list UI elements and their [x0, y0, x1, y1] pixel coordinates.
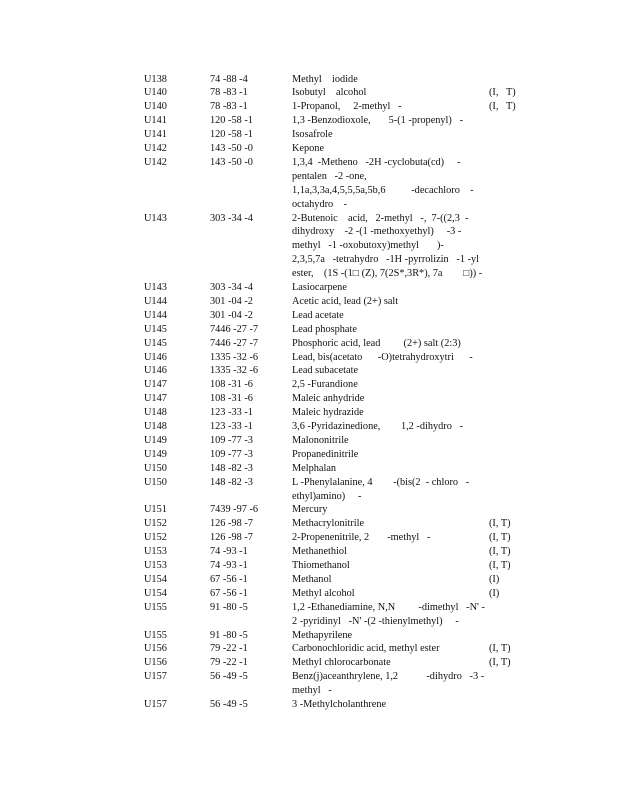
hazard-code: (I, T) [489, 532, 511, 544]
hazard-code: (I, T) [489, 518, 511, 530]
substance-name-line: 1-Propanol, 2-methyl - [292, 101, 402, 113]
waste-code: U148 [144, 421, 167, 432]
waste-code: U140 [144, 87, 167, 99]
substance-name-line: ester, (1S -(1□ (Z), 7(2S*,3R*), 7a □)) - [292, 268, 483, 280]
waste-code: U157 [144, 699, 167, 710]
waste-code: U156 [144, 657, 167, 669]
substance-name-line: 3,6 -Pyridazinedione, 1,2 -dihydro - [292, 421, 464, 432]
waste-code: U138 [144, 73, 167, 85]
substance-name [292, 364, 358, 378]
substance-name-line: Carbonochloridic acid, methyl ester [292, 643, 440, 655]
cas-number: 74 -88 -4 [210, 73, 248, 85]
hazard-code: (I) [489, 573, 500, 585]
substance-name-line: 1,3,4 -Metheno -2H -cyclobuta(cd) - [292, 156, 461, 168]
cas-number: 108 -31 -6 [210, 379, 253, 391]
substance-name [292, 656, 391, 670]
waste-code: U155 [144, 629, 167, 641]
substance-name [292, 476, 469, 504]
waste-code: U152 [144, 532, 167, 544]
substance-name-line: Methanethiol [292, 546, 347, 558]
cas-number: 143 -50 -0 [210, 156, 253, 168]
substance-name-line: Mercury [292, 504, 328, 516]
substance-name-line: Methyl alcohol [292, 587, 355, 599]
substance-name-line: octahydro - [292, 198, 347, 210]
substance-name-line: Lead subacetate [292, 365, 359, 377]
substance-name-line: Benz(j)aceanthrylene, 1,2 -dihydro -3 - [292, 671, 485, 683]
cas-number: 109 -77 -3 [210, 434, 253, 446]
hazard-code: (I, T) [489, 101, 516, 113]
waste-code: U148 [144, 407, 167, 419]
cas-number: 7439 -97 -6 [210, 504, 259, 516]
cas-number: 78 -83 -1 [210, 87, 248, 99]
substance-name-line: 2,5 -Furandione [292, 379, 358, 391]
waste-code: U142 [144, 143, 167, 154]
waste-code: U140 [144, 101, 167, 113]
substance-name [292, 295, 398, 309]
waste-code: U153 [144, 560, 167, 571]
substance-name [292, 670, 484, 698]
hazard-code: (I) [489, 587, 500, 599]
cas-number: 79 -22 -1 [210, 643, 248, 655]
substance-name [292, 100, 402, 114]
substance-name-line: Lead acetate [292, 309, 344, 321]
substance-name-line: pentalen -2 -one, [292, 170, 367, 182]
substance-name-line: dihydroxy -2 -(1 -methoxyethyl) -3 - [292, 226, 462, 238]
hazard-code: (I, T) [489, 560, 511, 571]
cas-number: 148 -82 -3 [210, 462, 253, 474]
waste-code: U147 [144, 393, 167, 405]
substance-name-line: Thiomethanol [292, 560, 350, 571]
waste-code: U157 [144, 671, 167, 683]
substance-name [292, 601, 485, 629]
cas-number: 303 -34 -4 [210, 212, 253, 224]
cas-number: 123 -33 -1 [210, 407, 253, 419]
cas-number: 109 -77 -3 [210, 448, 253, 460]
waste-code: U145 [144, 323, 167, 335]
cas-number: 78 -83 -1 [210, 101, 248, 113]
substance-name-line: 2 -pyridinyl -N' -(2 -thienylmethyl) - [292, 615, 459, 627]
hazard-code: (I, T) [489, 87, 516, 99]
substance-name [292, 128, 333, 142]
substance-name [292, 378, 358, 392]
waste-code: U146 [144, 351, 167, 363]
substance-name-line: 1,3 -Benzodioxole, 5-(1 -propenyl) - [292, 115, 463, 127]
cas-number: 303 -34 -4 [210, 282, 253, 293]
waste-code: U151 [144, 504, 167, 516]
waste-code: U154 [144, 573, 167, 585]
substance-name-line: 3 -Methylcholanthrene [292, 699, 387, 710]
substance-name [292, 531, 430, 545]
cas-number: 123 -33 -1 [210, 421, 253, 432]
substance-name-line: Methyl chlorocarbonate [292, 657, 391, 669]
hazard-code: (I, T) [489, 546, 511, 558]
cas-number: 7446 -27 -7 [210, 337, 259, 349]
substance-name-line: Methyl iodide [292, 73, 358, 85]
cas-number: 91 -80 -5 [210, 601, 248, 613]
substance-name [292, 323, 357, 337]
substance-name-line: 2,3,5,7a -tetrahydro -1H -pyrrolizin -1 -yl [292, 254, 480, 266]
substance-name-line: Maleic anhydride [292, 393, 365, 405]
waste-code: U142 [144, 156, 167, 168]
substance-name [292, 642, 440, 656]
waste-code: U149 [144, 434, 167, 446]
cas-number: 120 -58 -1 [210, 129, 253, 141]
substance-name [292, 629, 352, 643]
cas-number: 91 -80 -5 [210, 629, 248, 641]
cas-number: 1335 -32 -6 [210, 351, 259, 363]
waste-code: U156 [144, 643, 167, 655]
cas-number: 56 -49 -5 [210, 671, 248, 683]
waste-code: U152 [144, 518, 167, 530]
substance-name-line: Maleic hydrazide [292, 407, 364, 419]
cas-number: 67 -56 -1 [210, 573, 248, 585]
substance-name-line: Isobutyl alcohol [292, 87, 367, 99]
substance-name [292, 448, 358, 462]
cas-number: 143 -50 -0 [210, 143, 253, 154]
substance-name-line: methyl - [292, 685, 332, 697]
cas-number: 7446 -27 -7 [210, 323, 259, 335]
substance-name [292, 86, 366, 100]
waste-code: U154 [144, 587, 167, 599]
substance-name [292, 392, 364, 406]
waste-code: U155 [144, 601, 167, 613]
substance-name [292, 309, 344, 323]
substance-name-line: 2-Butenoic acid, 2-methyl -, 7-((2,3 - [292, 212, 469, 224]
substance-name [292, 434, 349, 448]
substance-name-line: Lead, bis(acetato -O)tetrahydroxytri - [292, 351, 473, 363]
substance-name [292, 281, 347, 295]
substance-name [292, 114, 463, 128]
substance-name-line: Isosafrole [292, 129, 333, 141]
substance-name-line: Phosphoric acid, lead (2+) salt (2:3) [292, 337, 461, 349]
waste-code: U153 [144, 546, 167, 558]
substance-name [292, 517, 364, 531]
substance-name [292, 212, 482, 282]
substance-name-line: Kepone [292, 143, 325, 154]
substance-name [292, 420, 463, 434]
waste-code: U141 [144, 115, 167, 127]
substance-name-line: ethyl)amino) - [292, 490, 362, 502]
waste-code: U144 [144, 295, 167, 307]
substance-name-line: Malononitrile [292, 434, 349, 446]
substance-name-line: Lasiocarpene [292, 282, 347, 293]
substance-name [292, 142, 324, 156]
substance-name-line: Melphalan [292, 462, 337, 474]
cas-number: 148 -82 -3 [210, 476, 253, 488]
substance-name-line: L -Phenylalanine, 4 -(bis(2 - chloro - [292, 476, 470, 488]
cas-number: 56 -49 -5 [210, 699, 248, 710]
substance-name [292, 406, 364, 420]
substance-name [292, 351, 473, 365]
waste-code: U150 [144, 476, 167, 488]
cas-number: 67 -56 -1 [210, 587, 248, 599]
substance-name-line: 2-Propenenitrile, 2 -methyl - [292, 532, 431, 544]
substance-name [292, 587, 355, 601]
substance-name-line: 1,1a,3,3a,4,5,5,5a,5b,6 -decachloro - [292, 184, 474, 196]
substance-name [292, 156, 474, 212]
substance-name-line: Methanol [292, 573, 332, 585]
cas-number: 79 -22 -1 [210, 657, 248, 669]
waste-code: U149 [144, 448, 167, 460]
cas-number: 74 -93 -1 [210, 560, 248, 571]
waste-code: U143 [144, 282, 167, 293]
substance-name-line: Lead phosphate [292, 323, 357, 335]
cas-number: 301 -04 -2 [210, 309, 253, 321]
substance-name-line: Propanedinitrile [292, 448, 359, 460]
cas-number: 108 -31 -6 [210, 393, 253, 405]
waste-code: U147 [144, 379, 167, 391]
substance-name-line: Methacrylonitrile [292, 518, 365, 530]
hazard-code: (I, T) [489, 657, 511, 669]
substance-name [292, 559, 350, 573]
waste-code: U144 [144, 309, 167, 321]
substance-name-line: 1,2 -Ethanediamine, N,N -dimethyl -N' - [292, 601, 485, 613]
substance-name [292, 573, 331, 587]
substance-name [292, 503, 327, 517]
substance-name-line: Methapyrilene [292, 629, 353, 641]
waste-code: U146 [144, 365, 167, 377]
substance-name [292, 545, 347, 559]
cas-number: 126 -98 -7 [210, 518, 253, 530]
waste-code: U141 [144, 129, 167, 141]
cas-number: 1335 -32 -6 [210, 365, 259, 377]
substance-name [292, 337, 461, 351]
cas-number: 126 -98 -7 [210, 532, 253, 544]
substance-name-line: methyl -1 -oxobutoxy)methyl )- [292, 240, 444, 252]
substance-name-line: Acetic acid, lead (2+) salt [292, 295, 399, 307]
substance-name [292, 698, 386, 712]
cas-number: 301 -04 -2 [210, 295, 253, 307]
substance-name [292, 462, 336, 476]
cas-number: 120 -58 -1 [210, 115, 253, 127]
waste-code: U150 [144, 462, 167, 474]
cas-number: 74 -93 -1 [210, 546, 248, 558]
waste-code: U145 [144, 337, 167, 349]
hazard-code: (I, T) [489, 643, 511, 655]
waste-code: U143 [144, 212, 167, 224]
substance-name [292, 73, 358, 87]
